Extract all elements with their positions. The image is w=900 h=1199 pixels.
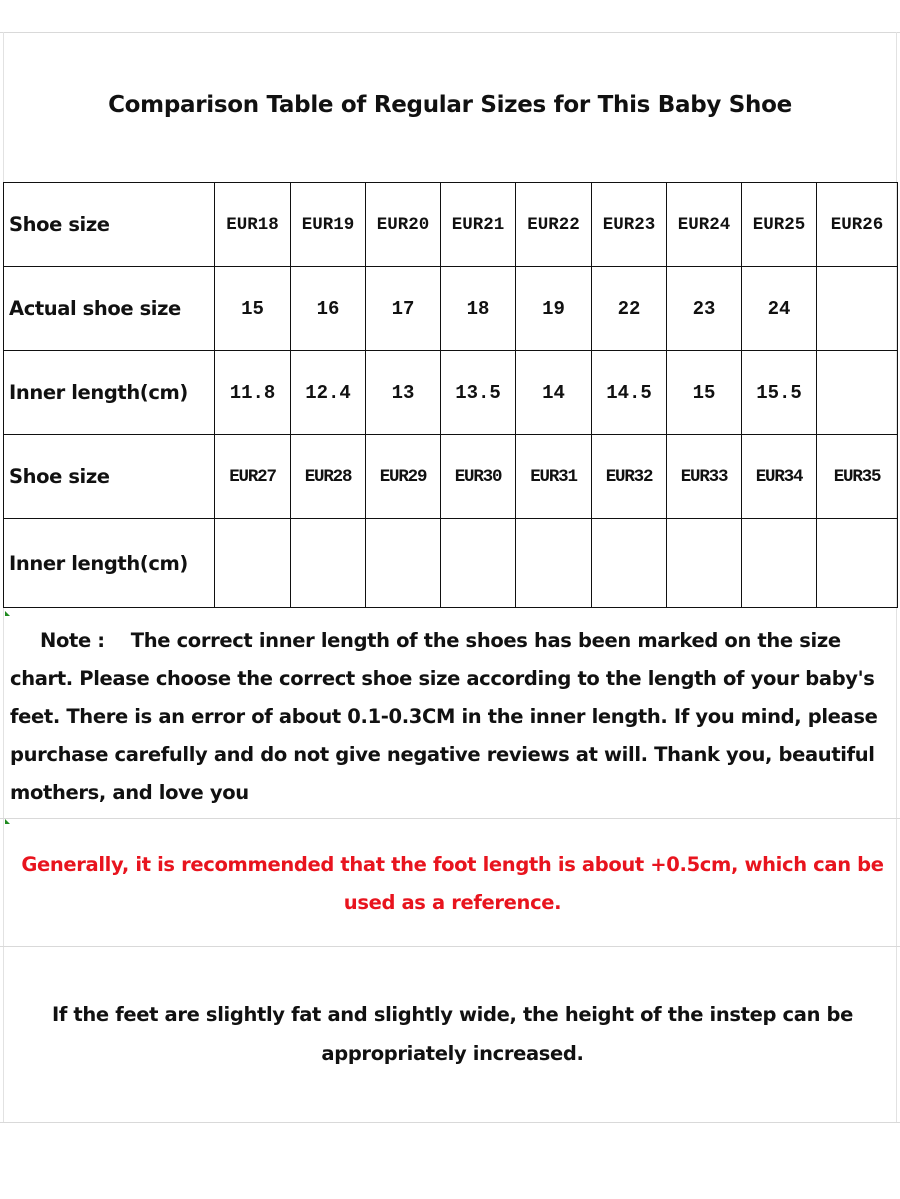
table-cell: 12.4 [291,351,366,435]
table-row [4,267,898,351]
table-cell [366,519,441,608]
table-cell: EUR18 [215,183,291,267]
table-cell [441,519,516,608]
table-cell: EUR21 [441,183,516,267]
table-cell: 15 [215,267,291,351]
table-cell [817,351,898,435]
table-cell: EUR29 [366,435,441,519]
table-cell [817,267,898,351]
note-text: The correct inner length of the shoes has been marked on the size chart. Please choose the correct shoe size according to the length of your baby's feet. There is an error of about 0.1-0.3CM in the inner length. If you mind, please purchase carefully and do not give negative reviews at will. Thank you, beautiful mothers, and love you [10,629,878,804]
table-cell: EUR26 [817,183,898,267]
table-cell: 24 [742,267,817,351]
table-cell: 15.5 [742,351,817,435]
size-table [3,182,898,608]
table-cell: 14 [516,351,592,435]
table-cell: 23 [667,267,742,351]
table-row [4,183,898,267]
recommendation-text: Generally, it is recommended that the foot length is about +0.5cm, which can be used as a reference. [21,853,884,914]
bottom-divider [0,1122,900,1123]
section-divider [0,946,900,947]
table-cell: EUR33 [667,435,742,519]
section-divider [0,818,900,819]
table-row [4,519,898,608]
table-cell: EUR31 [516,435,592,519]
note-label: Note : [40,629,105,652]
table-cell: 16 [291,267,366,351]
table-cell: 22 [592,267,667,351]
page-title: Comparison Table of Regular Sizes for This Baby Shoe [108,92,792,118]
table-cell: EUR24 [667,183,742,267]
table-cell: 13.5 [441,351,516,435]
row-label: Inner length(cm) [4,351,215,435]
note-paragraph [10,622,895,812]
table-cell: EUR20 [366,183,441,267]
table-cell [742,519,817,608]
table-cell: EUR32 [592,435,667,519]
row-label: Shoe size [4,183,215,267]
table-cell: EUR23 [592,183,667,267]
table-cell: EUR34 [742,435,817,519]
table-row [4,435,898,519]
table-cell: 19 [516,267,592,351]
row-label: Inner length(cm) [4,519,215,608]
table-cell [215,519,291,608]
table-cell: 15 [667,351,742,435]
table-cell: EUR25 [742,183,817,267]
table-cell [592,519,667,608]
green-corner-mark [5,611,10,616]
table-cell [516,519,592,608]
table-cell [291,519,366,608]
table-cell [667,519,742,608]
instep-tip-text: If the feet are slightly fat and slightly wide, the height of the instep can be appropriately increased. [51,1003,854,1065]
top-divider [0,32,900,33]
table-cell: EUR28 [291,435,366,519]
table-cell: EUR19 [291,183,366,267]
table-cell: EUR27 [215,435,291,519]
table-cell: 18 [441,267,516,351]
row-label: Actual shoe size [4,267,215,351]
table-cell: 13 [366,351,441,435]
green-corner-mark [5,819,10,824]
table-cell: EUR35 [817,435,898,519]
table-row [4,351,898,435]
table-cell: EUR22 [516,183,592,267]
table-cell: 17 [366,267,441,351]
table-cell: EUR30 [441,435,516,519]
table-cell [817,519,898,608]
table-cell: 11.8 [215,351,291,435]
row-label: Shoe size [4,435,215,519]
table-cell: 14.5 [592,351,667,435]
